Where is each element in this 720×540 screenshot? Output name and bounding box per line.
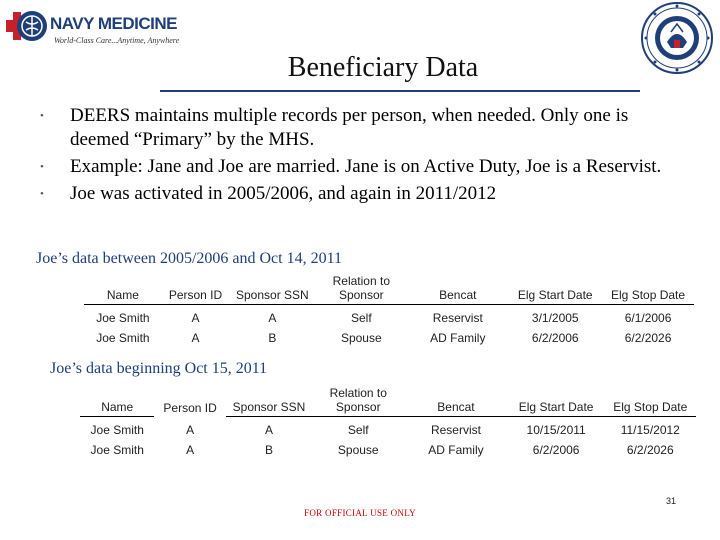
table-cell: Self [347, 423, 369, 437]
table-header-cell: Bencat [407, 274, 508, 305]
table-cell: 11/15/2012 [620, 423, 680, 437]
logo-title: NAVY MEDICINE [50, 14, 178, 33]
bullet-dot-icon: • [40, 110, 44, 122]
table-cell: Joe Smith [96, 311, 150, 325]
bullet-item [40, 155, 670, 179]
table-cell: Self [350, 311, 372, 325]
table-header-cell: Relation to Sponsor [312, 386, 404, 417]
table-header-cell: Relation to Sponsor [315, 274, 407, 305]
table1 [84, 274, 694, 345]
table-cell: Spouse [340, 331, 382, 345]
table-row [80, 437, 696, 457]
table-header-cell: Elg Stop Date [602, 274, 694, 305]
bullet-dot-icon: • [40, 188, 44, 200]
table-header-cell: Elg Start Date [508, 386, 605, 417]
table-header-cell: Elg Start Date [508, 274, 602, 305]
navy-medicine-emblem-icon [4, 6, 50, 48]
logo-tagline: World-Class Care...Anytime, Anywhere [54, 36, 180, 45]
table-cell: 6/2/2006 [531, 331, 579, 345]
title-underline [160, 90, 640, 92]
table-cell: A [268, 311, 277, 325]
bullet-item [40, 182, 670, 206]
table1-caption: Joe’s data between 2005/2006 and Oct 14, 2011 [36, 250, 343, 267]
page-number: 31 [666, 496, 677, 506]
table-cell: A [191, 311, 200, 325]
classification-marking: FOR OFFICIAL USE ONLY [304, 508, 416, 518]
bullet-dot-icon: • [40, 161, 44, 173]
table-cell: 3/1/2005 [531, 311, 579, 325]
table-header-cell: Sponsor SSN [226, 386, 313, 417]
table-header-cell: Person ID [163, 400, 217, 415]
table-cell: A [191, 331, 200, 345]
table2-caption: Joe’s data beginning Oct 15, 2011 [50, 360, 268, 377]
table-cell: AD Family [428, 443, 484, 457]
table-cell: 6/2/2006 [532, 443, 580, 457]
table-cell: Joe Smith [96, 331, 150, 345]
table2-header-row [80, 386, 696, 417]
bullet-text: Example: Jane and Joe are married. Jane is on Active Duty, Joe is a Reservist. [70, 156, 662, 177]
table-header-cell: Name [84, 274, 162, 305]
table-cell: B [268, 331, 277, 345]
table-header-cell: Elg Stop Date [605, 386, 696, 417]
table-header-cell: Name [80, 386, 154, 417]
table-cell: Joe Smith [90, 443, 144, 457]
table-cell: Joe Smith [90, 423, 144, 437]
table-cell: Spouse [337, 443, 379, 457]
table-cell: 6/2/2026 [626, 443, 674, 457]
bullet-text: Joe was activated in 2005/2006, and again in 2011/2012 [70, 183, 497, 204]
table-cell: 6/2/2026 [624, 331, 672, 345]
table-cell: AD Family [430, 331, 486, 345]
table2 [80, 386, 696, 457]
table-row [84, 305, 694, 326]
bullet-text: DEERS maintains multiple records per person, when needed. Only one is deemed “Primary” by the MHS. [70, 105, 629, 150]
table-cell: A [264, 423, 273, 437]
slide-title: Beneficiary Data [287, 52, 479, 83]
bullet-item [40, 104, 670, 152]
table-cell: 6/1/2006 [624, 311, 672, 325]
table-header-cell: Sponsor SSN [229, 274, 315, 305]
table-cell: A [186, 423, 195, 437]
table-header-cell: Bencat [404, 386, 507, 417]
table-cell: A [186, 443, 195, 457]
table-row [84, 325, 694, 345]
table-header-cell: Person ID [162, 274, 229, 305]
table-row [80, 417, 696, 438]
table1-header-row [84, 274, 694, 305]
bullet-list [40, 104, 670, 209]
table-cell: 10/15/2011 [526, 423, 586, 437]
table-cell: B [264, 443, 273, 457]
table-cell: Reservist [430, 423, 481, 437]
navy-medicine-logo [4, 4, 180, 50]
table-cell: Reservist [432, 311, 483, 325]
